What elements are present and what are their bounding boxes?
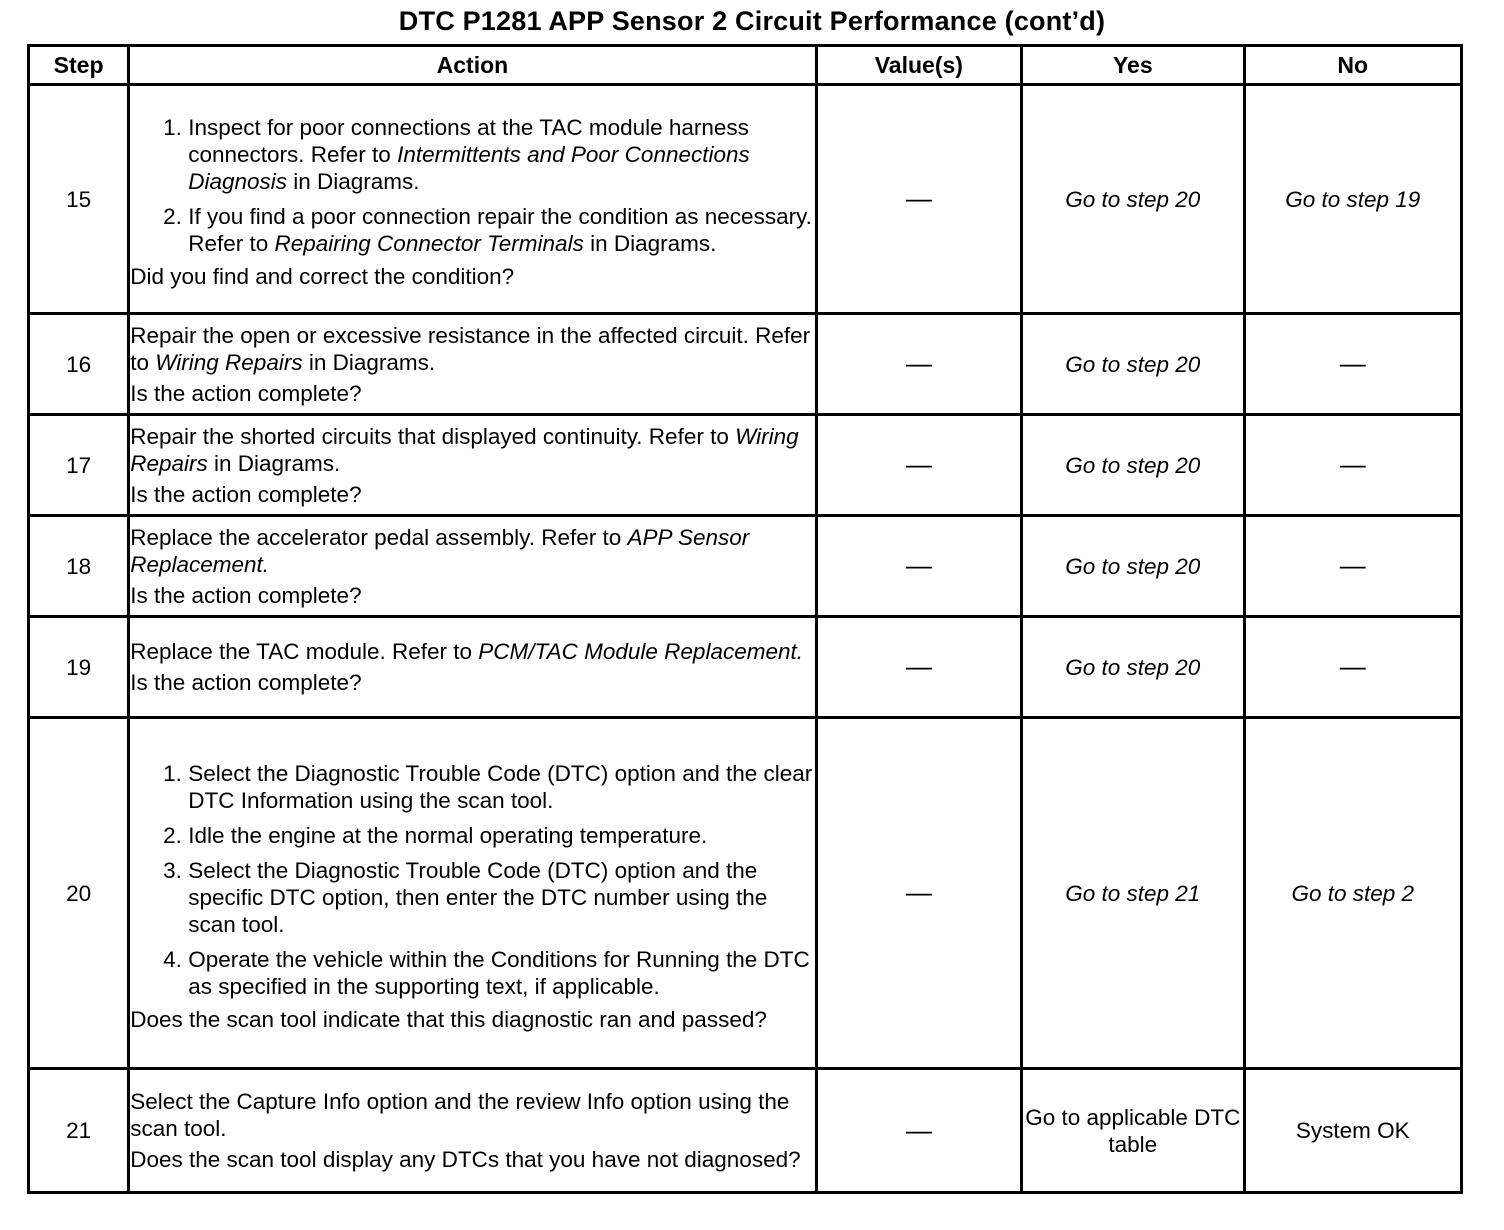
header-values: Value(s) [816,46,1021,85]
action-question: Is the action complete? [130,481,362,507]
action-question: Did you find and correct the condition? [130,264,515,289]
yes-cell: Go to step 20 [1022,415,1244,516]
step-number: 19 [29,617,129,718]
action-cell [129,718,816,1069]
action-question: Is the action complete? [130,582,362,608]
no-cell: System OK [1244,1069,1461,1193]
no-cell: Go to step 19 [1244,85,1461,314]
header-step: Step [29,46,129,85]
action-text: Replace the accelerator pedal assembly. Refer to APP Sensor Replacement. [130,524,750,577]
table-row [29,314,1462,415]
action-cell [129,516,816,617]
action-text: Select the Capture Info option and the review Info option using the scan tool. [130,1089,790,1141]
action-list [130,114,814,257]
value-cell: — [816,415,1021,516]
diagnostic-table [27,44,1463,1194]
table-row [29,718,1462,1069]
action-text: Repair the open or excessive resistance in the affected circuit. Refer to Wiring Repairs in Diagrams. [130,322,811,375]
table-row [29,85,1462,314]
no-cell: Go to step 2 [1244,718,1461,1069]
header-yes: Yes [1022,46,1244,85]
no-cell: — [1244,617,1461,718]
table-title: DTC P1281 APP Sensor 2 Circuit Performance (cont’d) [398,6,1106,36]
no-cell: — [1244,415,1461,516]
action-cell [129,1069,816,1193]
no-cell: — [1244,516,1461,617]
value-cell: — [816,617,1021,718]
reference-link: Wiring Repairs [130,423,799,476]
step-number: 15 [29,85,129,314]
action-text: Replace the TAC module. Refer to PCM/TAC Module Replacement. [130,639,803,664]
action-cell [129,314,816,415]
table-row [29,415,1462,516]
yes-cell: Go to step 20 [1022,617,1244,718]
table-row [29,1069,1462,1193]
value-cell: — [816,516,1021,617]
value-cell: — [816,85,1021,314]
action-list [130,760,814,1000]
action-question: Does the scan tool display any DTCs that you have not diagnosed? [130,1147,801,1172]
reference-link: PCM/TAC Module Replacement. [478,639,803,664]
action-cell [129,415,816,516]
table-row [29,617,1462,718]
yes-cell: Go to step 20 [1022,314,1244,415]
action-list-item: 4. Operate the vehicle within the Conditions for Running the DTC as specified in the supporting text, if applicable. [188,946,814,1000]
reference-link: Repairing Connector Terminals [274,231,584,256]
step-number: 21 [29,1069,129,1193]
step-number: 18 [29,516,129,617]
yes-cell: Go to step 21 [1022,718,1244,1069]
header-row [29,46,1462,85]
reference-link: APP Sensor Replacement. [130,524,750,577]
step-number: 20 [29,718,129,1069]
value-cell: — [816,718,1021,1069]
action-question: Does the scan tool indicate that this diagnostic ran and passed? [130,1006,767,1032]
header-no: No [1244,46,1461,85]
action-question: Is the action complete? [130,380,362,406]
action-list-item: 1. Select the Diagnostic Trouble Code (DTC) option and the clear DTC Information using the scan tool. [188,760,814,814]
action-list-item: 2. Idle the engine at the normal operating temperature. [188,822,814,849]
value-cell: — [816,314,1021,415]
value-cell: — [816,1069,1021,1193]
yes-cell: Go to applicable DTC table [1022,1069,1244,1193]
yes-cell: Go to step 20 [1022,85,1244,314]
action-list-item: 2. If you find a poor connection repair the condition as necessary. Refer to Repairing Connector Terminals in Diagrams. [188,203,814,257]
action-cell [129,85,816,314]
reference-link: Wiring Repairs [155,349,303,375]
step-number: 17 [29,415,129,516]
header-action: Action [129,46,816,85]
table-row [29,516,1462,617]
action-question: Is the action complete? [130,670,362,695]
reference-link: Intermittents and Poor Connections Diagnosis [188,142,750,194]
yes-cell: Go to step 20 [1022,516,1244,617]
step-number: 16 [29,314,129,415]
action-list-item: 3. Select the Diagnostic Trouble Code (DTC) option and the specific DTC option, then enter the DTC number using the scan tool. [188,857,814,938]
action-text: Repair the shorted circuits that displayed continuity. Refer to Wiring Repairs in Diagrams. [130,423,799,476]
no-cell: — [1244,314,1461,415]
action-list-item: 1. Inspect for poor connections at the TAC module harness connectors. Refer to Intermittents and Poor Connections Diagnosis in Diagrams. [188,114,814,195]
action-cell [129,617,816,718]
